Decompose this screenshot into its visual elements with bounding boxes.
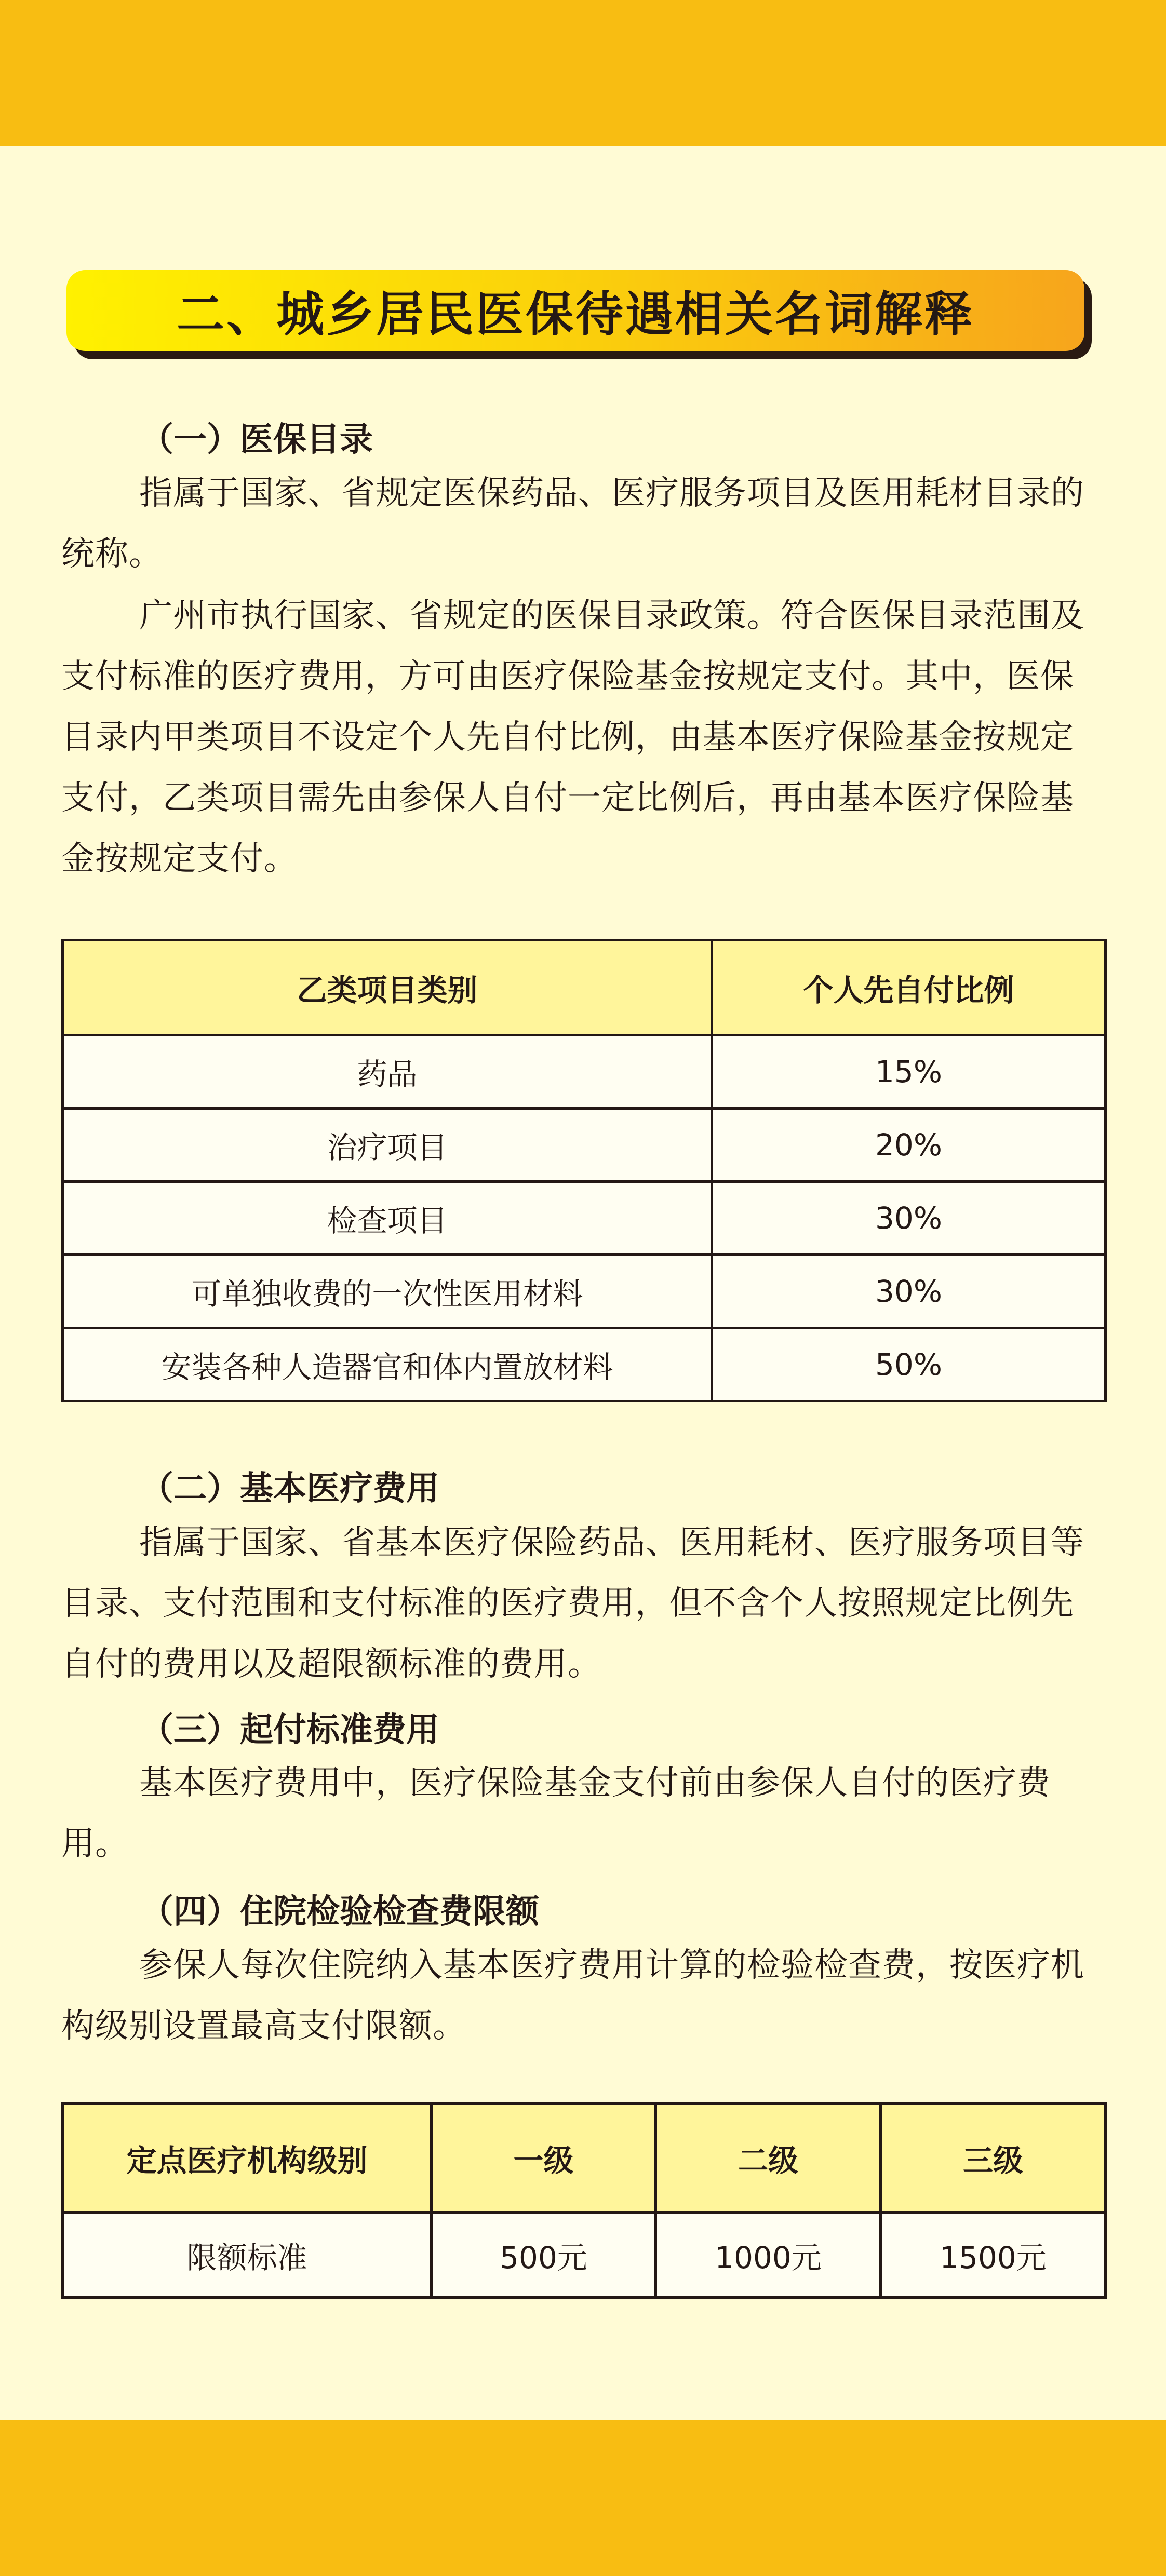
header-level-3: 三级 bbox=[881, 2103, 1106, 2213]
paragraph-basic-medical-cost: 指属于国家、省基本医疗保险药品、医用耗材、医疗服务项目等目录、支付范围和支付标准的医疗费用，但不含个人按照规定比例先自付的费用以及超限额标准的费用。 bbox=[61, 1523, 1084, 1683]
cell-limit-level-3: 1500元 bbox=[881, 2213, 1106, 2298]
cell-category: 治疗项目 bbox=[63, 1109, 712, 1182]
table-inspection-limits bbox=[61, 2102, 1107, 2299]
table-row bbox=[63, 1035, 1106, 1109]
table-class-b-ratios bbox=[61, 939, 1107, 1402]
heading-basic-medical-cost: （二）基本医疗费用 bbox=[140, 1469, 439, 1508]
cell-limit-level-2: 1000元 bbox=[656, 2213, 881, 2298]
table-row bbox=[63, 1109, 1106, 1182]
table-header-row bbox=[63, 2103, 1106, 2213]
paragraph-catalog-definition: 指属于国家、省规定医保药品、医疗服务项目及医用耗材目录的统称。 bbox=[61, 474, 1084, 573]
header-level-2: 二级 bbox=[656, 2103, 881, 2213]
header-ratio: 个人先自付比例 bbox=[712, 940, 1106, 1035]
cell-category: 可单独收费的一次性医用材料 bbox=[63, 1255, 712, 1328]
header-level-1: 一级 bbox=[432, 2103, 656, 2213]
title-bar bbox=[66, 270, 1084, 351]
cell-ratio: 20% bbox=[712, 1109, 1106, 1182]
section-title-banner bbox=[66, 270, 1092, 361]
heading-medical-catalog: （一）医保目录 bbox=[140, 421, 373, 459]
cell-ratio: 50% bbox=[712, 1328, 1106, 1401]
top-band bbox=[0, 0, 1166, 146]
heading-inspection-limit: （四）住院检验检查费限额 bbox=[140, 1893, 539, 1931]
cell-ratio: 15% bbox=[712, 1035, 1106, 1109]
paragraph-deductible: 基本医疗费用中，医疗保险基金支付前由参保人自付的医疗费用。 bbox=[61, 1764, 1051, 1863]
bottom-band bbox=[0, 2420, 1166, 2576]
paragraph-catalog-policy: 广州市执行国家、省规定的医保目录政策。符合医保目录范围及支付标准的医疗费用，方可由医疗保险基金按规定支付。其中，医保目录内甲类项目不设定个人先自付比例，由基本医疗保险基金按规定支付，乙类项目需先由参保人自付一定比例后，再由基本医疗保险基金按规定支付。 bbox=[61, 597, 1084, 878]
header-institution-level: 定点医疗机构级别 bbox=[63, 2103, 432, 2213]
cell-category: 检查项目 bbox=[63, 1182, 712, 1255]
header-category: 乙类项目类别 bbox=[63, 940, 712, 1035]
table-header-row bbox=[63, 940, 1106, 1035]
table-row bbox=[63, 2213, 1106, 2298]
heading-deductible: （三）起付标准费用 bbox=[140, 1711, 439, 1749]
cell-category: 安装各种人造器官和体内置放材料 bbox=[63, 1328, 712, 1401]
table-row bbox=[63, 1182, 1106, 1255]
cell-ratio: 30% bbox=[712, 1255, 1106, 1328]
cell-limit-label: 限额标准 bbox=[63, 2213, 432, 2298]
cell-limit-level-1: 500元 bbox=[432, 2213, 656, 2298]
table-row bbox=[63, 1328, 1106, 1401]
cell-ratio: 30% bbox=[712, 1182, 1106, 1255]
cell-category: 药品 bbox=[63, 1035, 712, 1109]
table-row bbox=[63, 1255, 1106, 1328]
page-title: 二、城乡居民医保待遇相关名词解释 bbox=[176, 287, 974, 342]
paragraph-inspection-limit: 参保人每次住院纳入基本医疗费用计算的检验检查费，按医疗机构级别设置最高支付限额。 bbox=[61, 1946, 1084, 2045]
